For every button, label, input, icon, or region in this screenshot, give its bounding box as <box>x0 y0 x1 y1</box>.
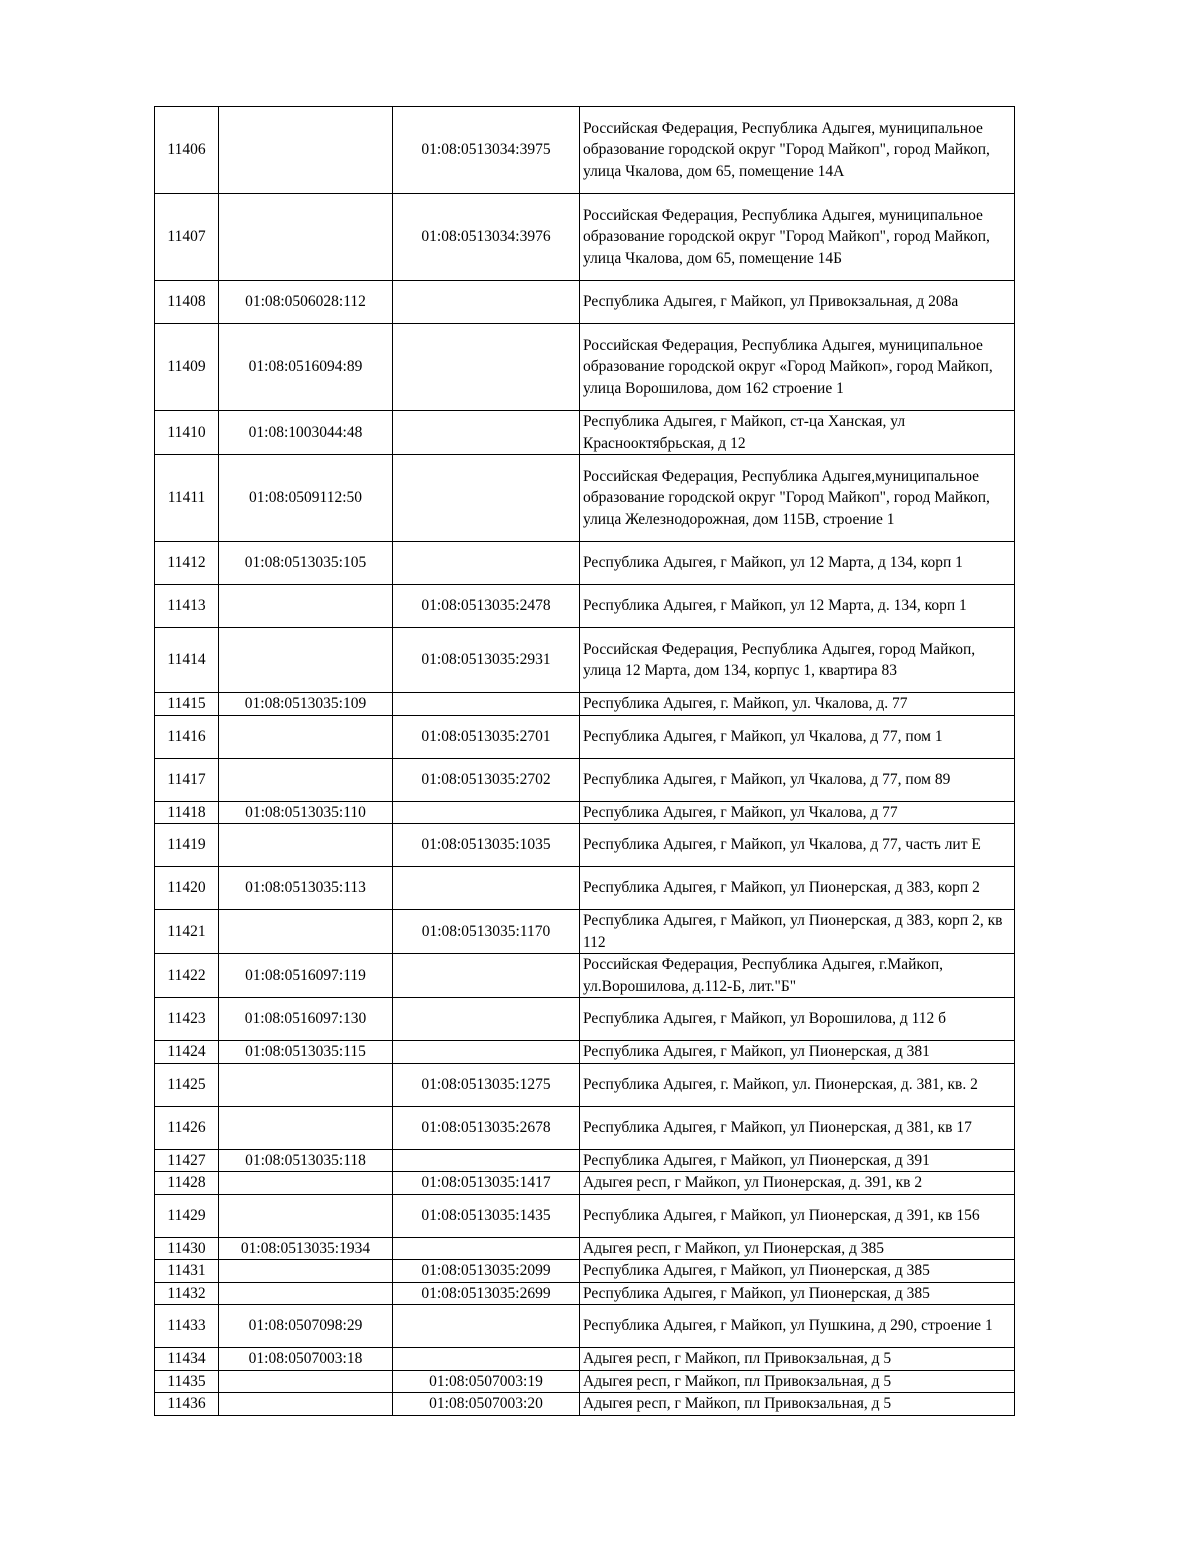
address-cell: Адыгея респ, г Майкоп, пл Привокзальная, д 5 <box>580 1393 1015 1416</box>
land-cadastral-number-cell: 01:08:0513035:109 <box>219 693 393 716</box>
land-cadastral-number-cell <box>219 1194 393 1237</box>
address-cell: Республика Адыгея, г Майкоп, ул 12 Марта, д. 134, корп 1 <box>580 585 1015 628</box>
building-cadastral-number-cell <box>393 281 580 324</box>
address-cell: Республика Адыгея, г Майкоп, ул Пионерская, д 391, кв 156 <box>580 1194 1015 1237</box>
address-cell: Республика Адыгея, г Майкоп, ул Пионерская, д 381 <box>580 1041 1015 1064</box>
table-row <box>155 715 1015 758</box>
building-cadastral-number-cell <box>393 954 580 998</box>
address-cell: Республика Адыгея, г Майкоп, ул Привокзальная, д 208а <box>580 281 1015 324</box>
row-number-cell: 11428 <box>155 1172 219 1195</box>
row-number-cell: 11429 <box>155 1194 219 1237</box>
table-row <box>155 1063 1015 1106</box>
row-number-cell: 11417 <box>155 758 219 801</box>
address-cell: Республика Адыгея, г Майкоп, ул Чкалова, д 77, пом 89 <box>580 758 1015 801</box>
building-cadastral-number-cell: 01:08:0513035:2699 <box>393 1282 580 1305</box>
land-cadastral-number-cell <box>219 758 393 801</box>
address-cell: Адыгея респ, г Майкоп, пл Привокзальная, д 5 <box>580 1370 1015 1393</box>
land-cadastral-number-cell: 01:08:0516094:89 <box>219 324 393 411</box>
land-cadastral-number-cell: 01:08:0507098:29 <box>219 1305 393 1348</box>
table-row <box>155 194 1015 281</box>
table-row <box>155 1041 1015 1064</box>
row-number-cell: 11431 <box>155 1260 219 1283</box>
row-number-cell: 11406 <box>155 107 219 194</box>
building-cadastral-number-cell <box>393 1348 580 1371</box>
row-number-cell: 11427 <box>155 1149 219 1172</box>
land-cadastral-number-cell: 01:08:0516097:119 <box>219 954 393 998</box>
building-cadastral-number-cell: 01:08:0513035:2701 <box>393 715 580 758</box>
land-cadastral-number-cell: 01:08:0513035:110 <box>219 801 393 824</box>
building-cadastral-number-cell <box>393 542 580 585</box>
table-row <box>155 324 1015 411</box>
land-cadastral-number-cell <box>219 107 393 194</box>
address-cell: Республика Адыгея, г Майкоп, ул Чкалова, д 77, пом 1 <box>580 715 1015 758</box>
address-cell: Республика Адыгея, г Майкоп, ул Пионерская, д 383, корп 2, кв 112 <box>580 910 1015 954</box>
land-cadastral-number-cell <box>219 715 393 758</box>
row-number-cell: 11418 <box>155 801 219 824</box>
row-number-cell: 11414 <box>155 628 219 693</box>
row-number-cell: 11422 <box>155 954 219 998</box>
building-cadastral-number-cell <box>393 867 580 910</box>
property-registry-table <box>154 106 1015 1416</box>
table-row <box>155 585 1015 628</box>
table-row <box>155 1237 1015 1260</box>
table-row <box>155 910 1015 954</box>
row-number-cell: 11408 <box>155 281 219 324</box>
land-cadastral-number-cell: 01:08:0513035:115 <box>219 1041 393 1064</box>
land-cadastral-number-cell <box>219 1260 393 1283</box>
building-cadastral-number-cell <box>393 324 580 411</box>
land-cadastral-number-cell <box>219 585 393 628</box>
address-cell: Республика Адыгея, г. Майкоп, ул. Пионерская, д. 381, кв. 2 <box>580 1063 1015 1106</box>
table-row <box>155 1149 1015 1172</box>
building-cadastral-number-cell: 01:08:0513035:1275 <box>393 1063 580 1106</box>
building-cadastral-number-cell: 01:08:0513035:2099 <box>393 1260 580 1283</box>
building-cadastral-number-cell: 01:08:0507003:19 <box>393 1370 580 1393</box>
land-cadastral-number-cell: 01:08:0507003:18 <box>219 1348 393 1371</box>
row-number-cell: 11425 <box>155 1063 219 1106</box>
building-cadastral-number-cell <box>393 1237 580 1260</box>
table-row <box>155 1260 1015 1283</box>
row-number-cell: 11430 <box>155 1237 219 1260</box>
address-cell: Республика Адыгея, г Майкоп, ул 12 Марта, д 134, корп 1 <box>580 542 1015 585</box>
address-cell: Республика Адыгея, г. Майкоп, ул. Чкалова, д. 77 <box>580 693 1015 716</box>
address-cell: Республика Адыгея, г Майкоп, ул Пионерская, д 381, кв 17 <box>580 1106 1015 1149</box>
building-cadastral-number-cell: 01:08:0513035:1435 <box>393 1194 580 1237</box>
address-cell: Республика Адыгея, г Майкоп, ул Чкалова, д 77, часть лит Е <box>580 824 1015 867</box>
address-cell: Российская Федерация, Республика Адыгея, г.Майкоп, ул.Ворошилова, д.112-Б, лит."Б" <box>580 954 1015 998</box>
land-cadastral-number-cell <box>219 1063 393 1106</box>
row-number-cell: 11413 <box>155 585 219 628</box>
building-cadastral-number-cell <box>393 1149 580 1172</box>
address-cell: Российская Федерация, Республика Адыгея, муниципальное образование городской округ "Город Майкоп", город Майкоп, улица Чкалова, дом 65, помещение 14А <box>580 107 1015 194</box>
land-cadastral-number-cell: 01:08:0513035:1934 <box>219 1237 393 1260</box>
row-number-cell: 11435 <box>155 1370 219 1393</box>
table-row <box>155 954 1015 998</box>
table-row <box>155 1348 1015 1371</box>
row-number-cell: 11411 <box>155 455 219 542</box>
row-number-cell: 11420 <box>155 867 219 910</box>
row-number-cell: 11416 <box>155 715 219 758</box>
address-cell: Российская Федерация, Республика Адыгея,муниципальное образование городской округ "Город Майкоп", город Майкоп, улица Железнодорожная, дом 115В, строение 1 <box>580 455 1015 542</box>
row-number-cell: 11421 <box>155 910 219 954</box>
table-row <box>155 107 1015 194</box>
registry-table-body <box>155 107 1015 1416</box>
building-cadastral-number-cell: 01:08:0513034:3976 <box>393 194 580 281</box>
row-number-cell: 11419 <box>155 824 219 867</box>
building-cadastral-number-cell: 01:08:0507003:20 <box>393 1393 580 1416</box>
land-cadastral-number-cell <box>219 1282 393 1305</box>
building-cadastral-number-cell: 01:08:0513035:2931 <box>393 628 580 693</box>
table-row <box>155 1194 1015 1237</box>
land-cadastral-number-cell <box>219 1172 393 1195</box>
land-cadastral-number-cell: 01:08:0513035:113 <box>219 867 393 910</box>
table-row <box>155 693 1015 716</box>
address-cell: Российская Федерация, Республика Адыгея, муниципальное образование городской округ "Город Майкоп", город Майкоп, улица Чкалова, дом 65, помещение 14Б <box>580 194 1015 281</box>
building-cadastral-number-cell <box>393 693 580 716</box>
building-cadastral-number-cell <box>393 1305 580 1348</box>
row-number-cell: 11432 <box>155 1282 219 1305</box>
address-cell: Республика Адыгея, г Майкоп, ул Пионерская, д 385 <box>580 1282 1015 1305</box>
row-number-cell: 11434 <box>155 1348 219 1371</box>
table-row <box>155 801 1015 824</box>
table-row <box>155 628 1015 693</box>
row-number-cell: 11409 <box>155 324 219 411</box>
land-cadastral-number-cell: 01:08:0506028:112 <box>219 281 393 324</box>
land-cadastral-number-cell <box>219 824 393 867</box>
table-row <box>155 1393 1015 1416</box>
building-cadastral-number-cell: 01:08:0513034:3975 <box>393 107 580 194</box>
address-cell: Российская Федерация, Республика Адыгея, муниципальное образование городской округ «Город Майкоп», город Майкоп, улица Ворошилова, дом 162 строение 1 <box>580 324 1015 411</box>
land-cadastral-number-cell <box>219 910 393 954</box>
table-row <box>155 1282 1015 1305</box>
address-cell: Республика Адыгея, г Майкоп, ул Пионерская, д 391 <box>580 1149 1015 1172</box>
building-cadastral-number-cell: 01:08:0513035:1170 <box>393 910 580 954</box>
land-cadastral-number-cell <box>219 194 393 281</box>
building-cadastral-number-cell <box>393 1041 580 1064</box>
building-cadastral-number-cell <box>393 998 580 1041</box>
address-cell: Республика Адыгея, г Майкоп, ул Чкалова, д 77 <box>580 801 1015 824</box>
land-cadastral-number-cell <box>219 1370 393 1393</box>
land-cadastral-number-cell: 01:08:0513035:105 <box>219 542 393 585</box>
row-number-cell: 11426 <box>155 1106 219 1149</box>
table-row <box>155 867 1015 910</box>
row-number-cell: 11412 <box>155 542 219 585</box>
land-cadastral-number-cell <box>219 628 393 693</box>
row-number-cell: 11424 <box>155 1041 219 1064</box>
row-number-cell: 11423 <box>155 998 219 1041</box>
building-cadastral-number-cell: 01:08:0513035:2478 <box>393 585 580 628</box>
building-cadastral-number-cell <box>393 411 580 455</box>
table-row <box>155 1305 1015 1348</box>
row-number-cell: 11433 <box>155 1305 219 1348</box>
table-row <box>155 1370 1015 1393</box>
table-row <box>155 281 1015 324</box>
address-cell: Республика Адыгея, г Майкоп, ул Пушкина, д 290, строение 1 <box>580 1305 1015 1348</box>
table-row <box>155 411 1015 455</box>
table-row <box>155 542 1015 585</box>
row-number-cell: 11415 <box>155 693 219 716</box>
building-cadastral-number-cell: 01:08:0513035:1417 <box>393 1172 580 1195</box>
address-cell: Адыгея респ, г Майкоп, ул Пионерская, д 385 <box>580 1237 1015 1260</box>
row-number-cell: 11410 <box>155 411 219 455</box>
building-cadastral-number-cell <box>393 801 580 824</box>
address-cell: Адыгея респ, г Майкоп, ул Пионерская, д. 391, кв 2 <box>580 1172 1015 1195</box>
building-cadastral-number-cell: 01:08:0513035:2678 <box>393 1106 580 1149</box>
land-cadastral-number-cell: 01:08:0516097:130 <box>219 998 393 1041</box>
table-row <box>155 998 1015 1041</box>
land-cadastral-number-cell <box>219 1106 393 1149</box>
address-cell: Адыгея респ, г Майкоп, пл Привокзальная, д 5 <box>580 1348 1015 1371</box>
land-cadastral-number-cell: 01:08:0513035:118 <box>219 1149 393 1172</box>
row-number-cell: 11436 <box>155 1393 219 1416</box>
table-row <box>155 455 1015 542</box>
address-cell: Республика Адыгея, г Майкоп, ул Ворошилова, д 112 б <box>580 998 1015 1041</box>
table-row <box>155 1106 1015 1149</box>
address-cell: Республика Адыгея, г Майкоп, ст-ца Ханская, ул Краснооктябрьская, д 12 <box>580 411 1015 455</box>
building-cadastral-number-cell: 01:08:0513035:2702 <box>393 758 580 801</box>
address-cell: Республика Адыгея, г Майкоп, ул Пионерская, д 385 <box>580 1260 1015 1283</box>
address-cell: Республика Адыгея, г Майкоп, ул Пионерская, д 383, корп 2 <box>580 867 1015 910</box>
address-cell: Российская Федерация, Республика Адыгея, город Майкоп, улица 12 Марта, дом 134, корпус 1, квартира 83 <box>580 628 1015 693</box>
building-cadastral-number-cell: 01:08:0513035:1035 <box>393 824 580 867</box>
table-row <box>155 824 1015 867</box>
land-cadastral-number-cell: 01:08:0509112:50 <box>219 455 393 542</box>
land-cadastral-number-cell: 01:08:1003044:48 <box>219 411 393 455</box>
land-cadastral-number-cell <box>219 1393 393 1416</box>
row-number-cell: 11407 <box>155 194 219 281</box>
table-row <box>155 758 1015 801</box>
table-row <box>155 1172 1015 1195</box>
building-cadastral-number-cell <box>393 455 580 542</box>
